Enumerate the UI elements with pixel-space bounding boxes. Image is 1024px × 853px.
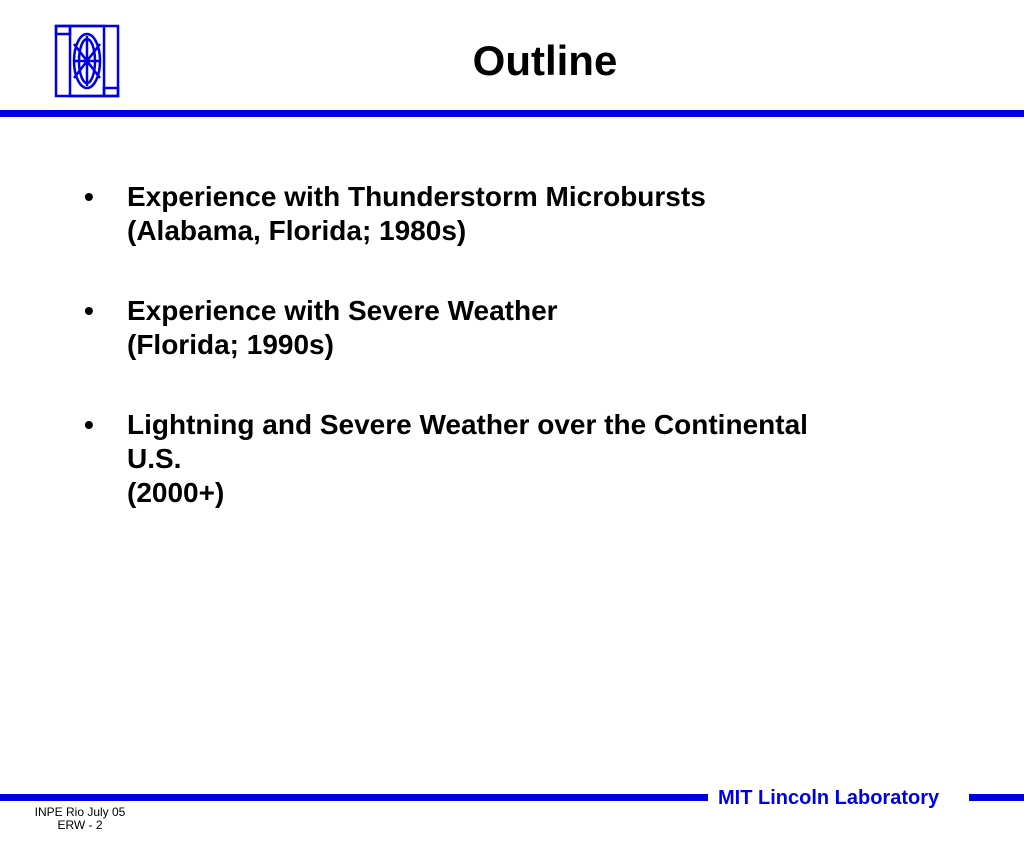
bullet-subtext: (Florida; 1990s) xyxy=(127,329,334,360)
bullet-dot-icon: • xyxy=(84,409,94,440)
bullet-dot-icon: • xyxy=(84,295,94,326)
slide-title: Outline xyxy=(472,37,618,84)
bullet-subtext: (Alabama, Florida; 1980s) xyxy=(127,215,467,246)
bullet-item xyxy=(84,408,984,510)
footer-slide-id: ERW - 2 xyxy=(57,818,103,832)
bullet-item xyxy=(84,294,984,362)
bullet-list xyxy=(84,180,984,556)
footer-event: INPE Rio July 05 xyxy=(34,805,126,819)
header-divider xyxy=(0,110,1024,117)
bullet-text: Lightning and Severe Weather over the Continental xyxy=(127,409,808,440)
footer-divider-left xyxy=(0,794,708,801)
bullet-text: Experience with Thunderstorm Microbursts xyxy=(127,181,706,212)
footer-divider-right xyxy=(969,794,1024,801)
footer-info xyxy=(10,806,150,832)
bullet-text: Experience with Severe Weather xyxy=(127,295,558,326)
organization-name: MIT Lincoln Laboratory xyxy=(718,787,940,809)
bullet-item xyxy=(84,180,984,248)
bullet-subtext: (2000+) xyxy=(127,477,225,508)
bullet-text-continued: U.S. xyxy=(127,443,182,474)
bullet-dot-icon: • xyxy=(84,181,94,212)
